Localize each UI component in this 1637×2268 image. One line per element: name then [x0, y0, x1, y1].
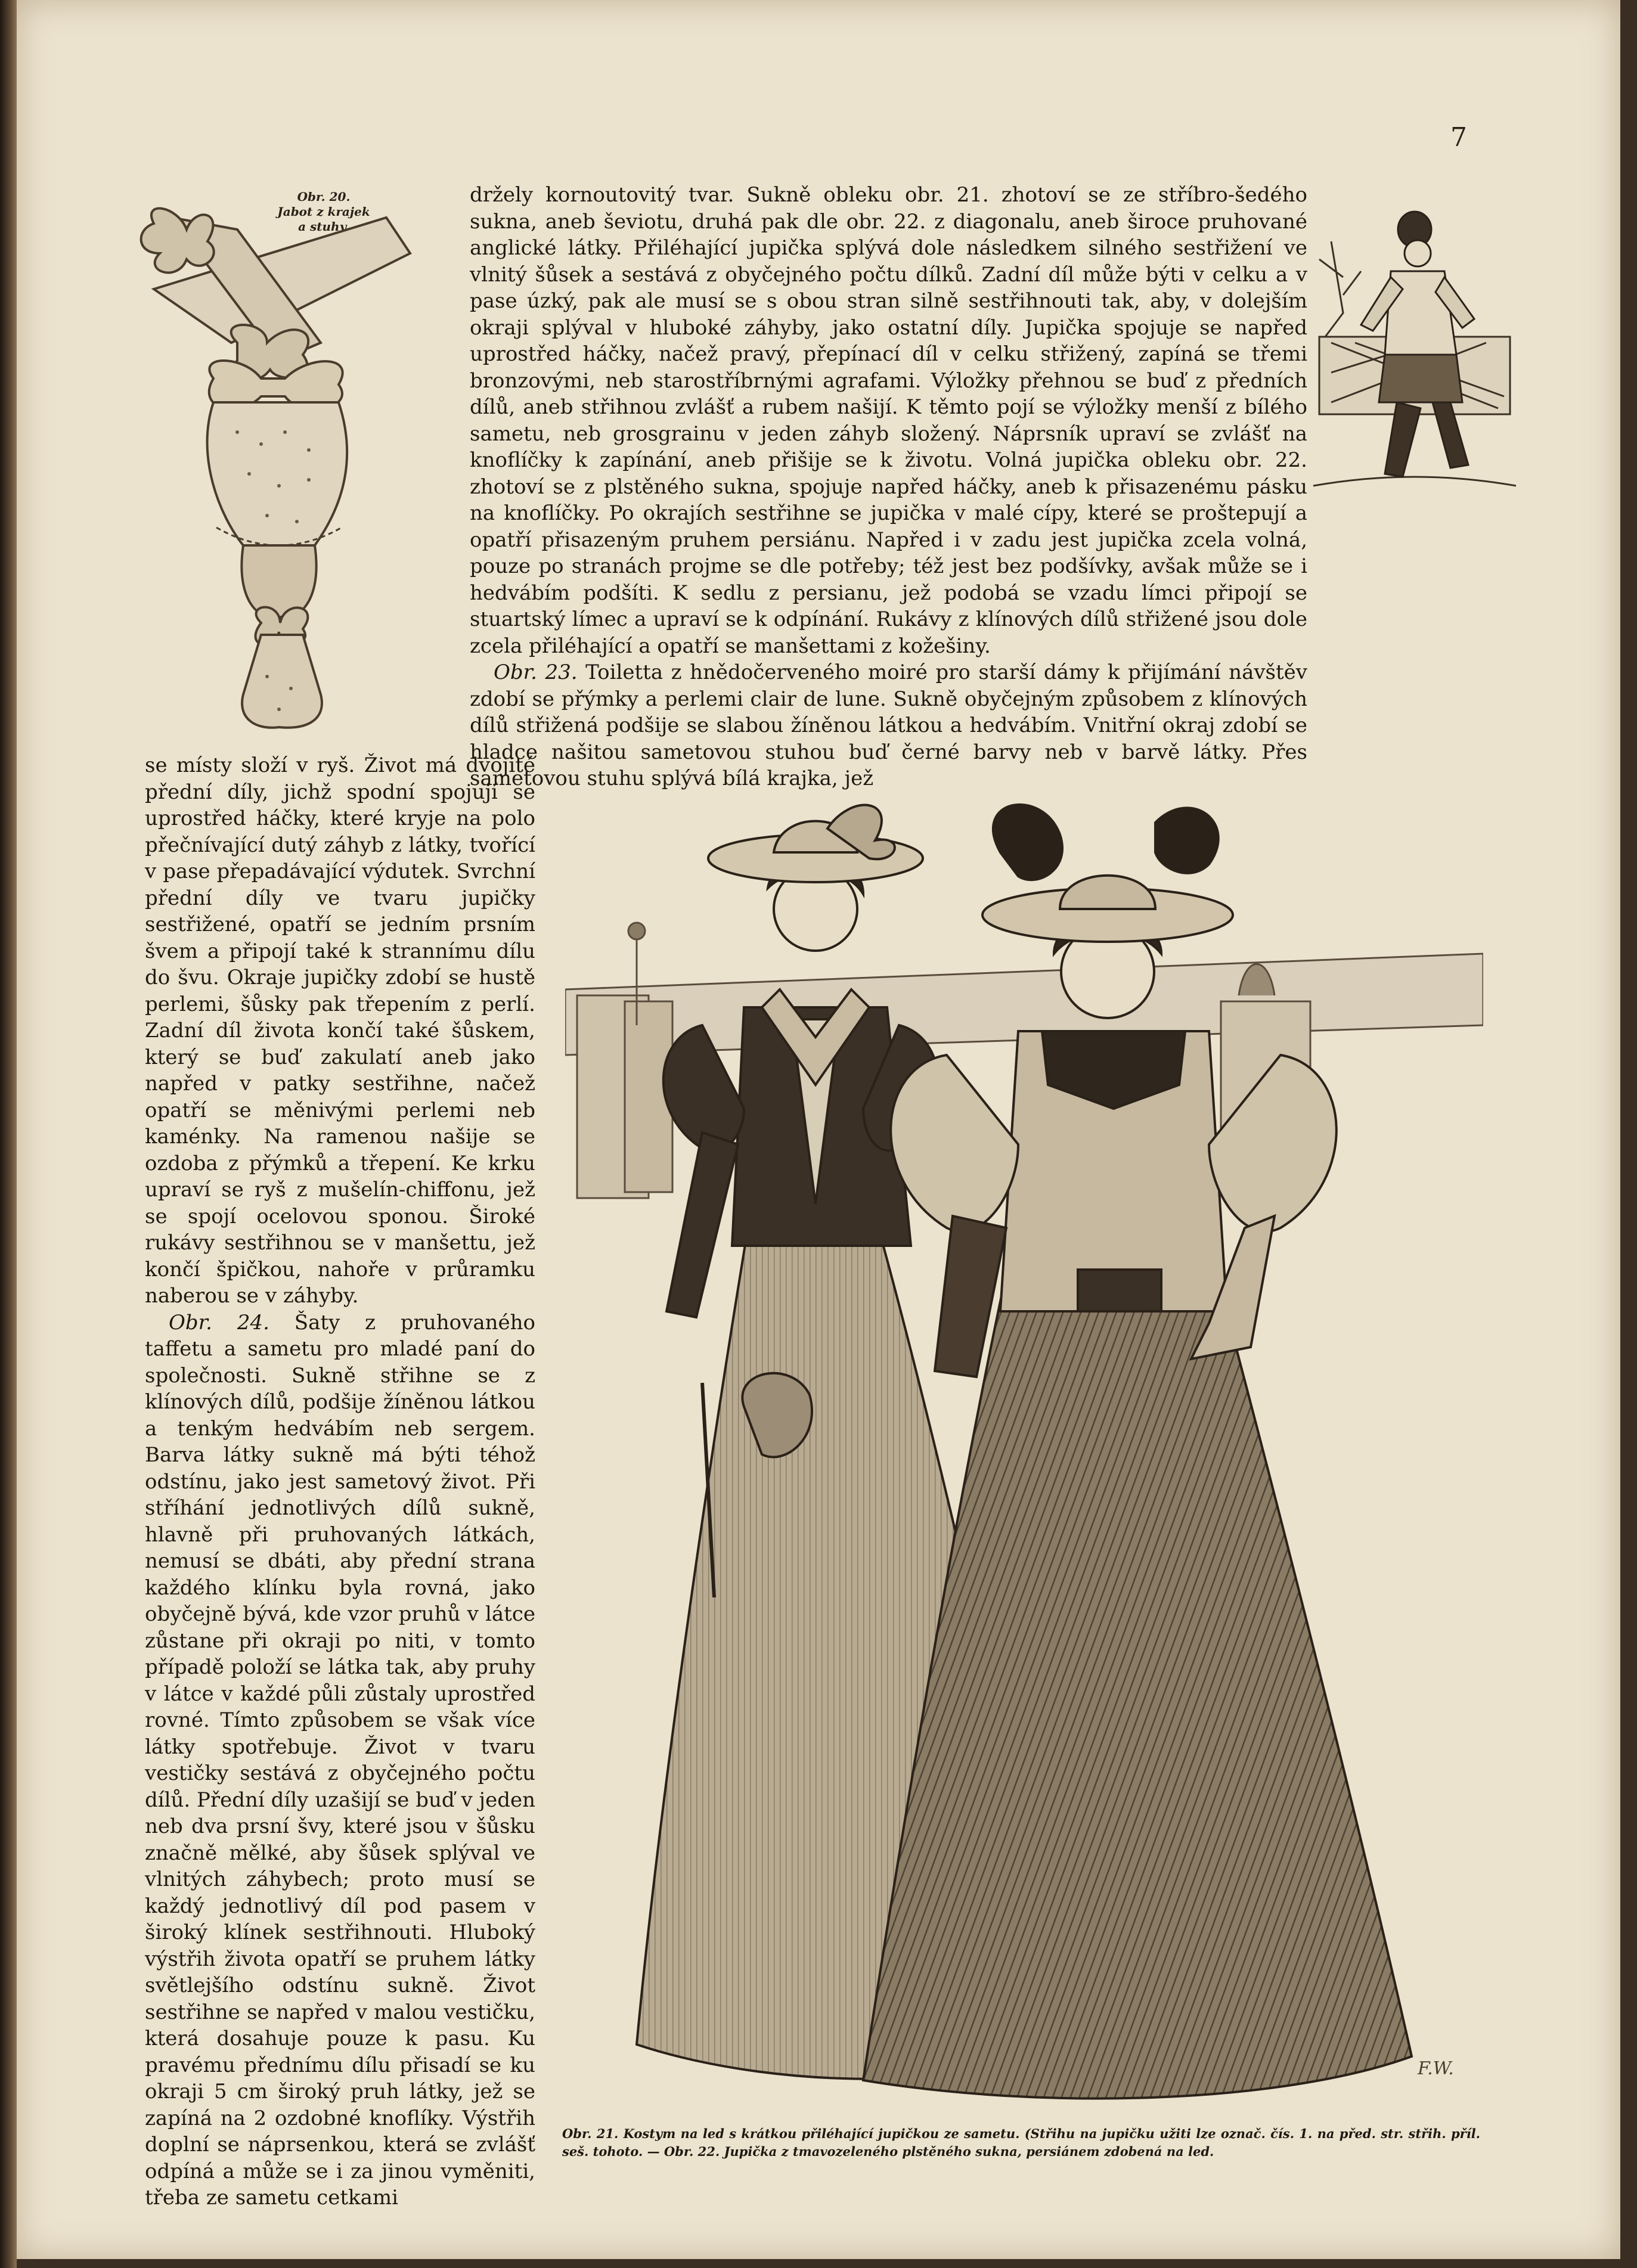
illustrator-signature: F.W. — [1418, 2058, 1454, 2079]
obr24-text: Šaty z pruhovaného taffetu a sametu pro mladé paní do společnosti. Sukně střihne se z klínových dílů, podšije žíněnou látkou a tenkým hedvábím neb sergem. Barva látky sukně má býti téhož odstínu, jako jest sametový život. Při stříhání jednotlivých dílů sukně, hlavně při pruhovaných látkách, nemusí se dbáti, aby přední strana každého klínku byla rovná, jako obyčejně bývá, kde vzor pruhů v látce zůstane při okraji po niti, v tomto případě položí se látka tak, aby pruhy v látce v každé půli zůstaly uprostřed rovné. Tímto způsobem se však více látky spotřebuje. Život v tvaru vestičky sestává z obyčejného počtu dílů. Přední díly uzašijí se buď v jeden neb dva prsní švy, které jsou v šůsku značně mělké, aby šůsek splýval ve vlnitých záhybech; proto musí se každý jednotlivý díl pod pasem v široký klínek sestřihnouti. Hluboký výstřih života opatří se pruhem látky světlejšího odstínu sukně. Život sestřihne se napřed v malou vestičku, která dosahuje pouze k pasu. Ku pravému přednímu dílu přisadí se ku okraji 5 cm široký pruh látky, jež se zapíná na 2 ozdobné knoflíky. Výstřih doplní se náprsenkou, která se zvlášť odpíná a může se i za jinou vyměniti, třeba ze sametu cetkami — [145, 1310, 536, 2210]
jabot-illustration — [130, 206, 440, 742]
obr24-label: Obr. 24. — [169, 1310, 269, 1335]
book-binding-edge — [0, 0, 17, 2268]
article-paragraph-top: držely kornoutovitý tvar. Sukně obleku obr. 21. zhotoví se ze stříbro-šedého sukna, aneb ševiotu, druhá pak dle obr. 22. z diagonalu, aneb široce pruhované anglické látky. Přiléhající jupička splývá dole následkem silného sestřižení ve vlnitý šůsek a sestává z obyčejného počtu dílků. Zadní díl může býti v celku a v pase úzký, pak ale musí se s obou stran silně sestřihnouti tak, aby, v dolejším okraji splýval v hluboké záhyby, jako ostatní díly. Jupička spojuje se napřed uprostřed háčky, načež pravý, přepínací díl v celku střižený, zapíná se třemi bronzovými, neb starostříbrnými agrafami. Výložky přehnou se buď z předních dílů, aneb střihnou zvlášť a rubem našijí. K těmto pojí se výložky menší z bílého sametu, neb grosgrainu v jeden záhyb složený. Náprsník upraví se zvlášť na knoflíčky k zapínání, aneb přišije se k životu. Volná jupička obleku obr. 22. zhotoví se z plstěného sukna, spojuje napřed háčky, aneb k přisazenému pásku na knoflíčky. Po okrajích sestřihne se jupička v malé cípy, které se proštepují a opatří přisazeným pruhem persiánu. Napřed i v zadu jest jupička zcela volná, pouze po stranách projme se dle potřeby; též jest bez podšívky, avšak může se i hedvábím podšíti. K sedlu z persianu, jež podobá se vzadu límci připojí se stuartský límec a upraví se k odpínání. Rukávy z klínových dílů střižené jsou dole zcela přiléhající a opatří se manšettami z kožešiny. — [470, 183, 1307, 658]
article-paragraph-left: se místy složí v ryš. Život má dvojité přední díly, jichž spodní spojují se uprostřed háčky, které kryje na polo přečnívající dutý záhyb z látky, tvořící v pase přepadávající výdutek. Svrchní přední díly ve tvaru jupičky sestřižené, opatří se jedním prsním švem a připojí také k strannímu dílu do švu. Okraje jupičky zdobí se hustě perlemi, šůsky pak třepením z perlí. Zadní díl života končí také šůskem, který se buď zakulatí aneb jako napřed v patky sestřihne, načež opatří se měnivými perlemi neb kaménky. Na ramenou našije se ozdoba z přýmků a třepení. Ke krku upraví se ryš z mušelín-chiffonu, jež se spojí ocelovou sponou. Široké rukávy sestřihnou se v manšettu, jež končí špičkou, nahoře v průramku naberou se v záhyby. — [145, 753, 535, 1308]
article-paragraph-obr23 — [470, 659, 1307, 792]
skater-vignette-illustration — [1307, 206, 1522, 516]
magazine-page — [17, 0, 1620, 2259]
figure-20-caption-sub: a stuhy. — [298, 219, 349, 234]
article-text-top — [470, 182, 1307, 792]
obr23-text: Toiletta z hnědočerveného moiré pro starší dámy k přijímání návštěv zdobí se přýmky a perlemi clair de lune. Sukně obyčejným způsobem z klínových dílů střižená podšije se slabou žíněnou látkou a hedvábím. Vnitřní okraj zdobí se hladce našitou sametovou stuhou buď černé barvy neb v barvě látky. Přes sametovou stuhu splývá bílá krajka, jež — [470, 660, 1308, 790]
article-paragraph-obr24 — [145, 1310, 535, 2211]
article-text-left-column — [145, 752, 535, 2211]
figure-20-caption-title: Jabot z krajek — [277, 204, 370, 219]
fashion-plate-two-ladies-illustration — [565, 775, 1483, 2116]
plate-caption: Obr. 21. Kostym na led s krátkou přiléhající jupičkou ze sametu. (Střihu na jupičku užiti lze označ. čís. 1. na před. str. střih. příl. seš. tohoto. — Obr. 22. Jupička z tmavozeleného plstěného sukna, persiánem zdobená na led. — [562, 2126, 1480, 2159]
figure-20-caption-number: Obr. 20. — [297, 190, 351, 204]
page-number: 7 — [1450, 122, 1467, 153]
obr23-label: Obr. 23. — [494, 660, 578, 684]
